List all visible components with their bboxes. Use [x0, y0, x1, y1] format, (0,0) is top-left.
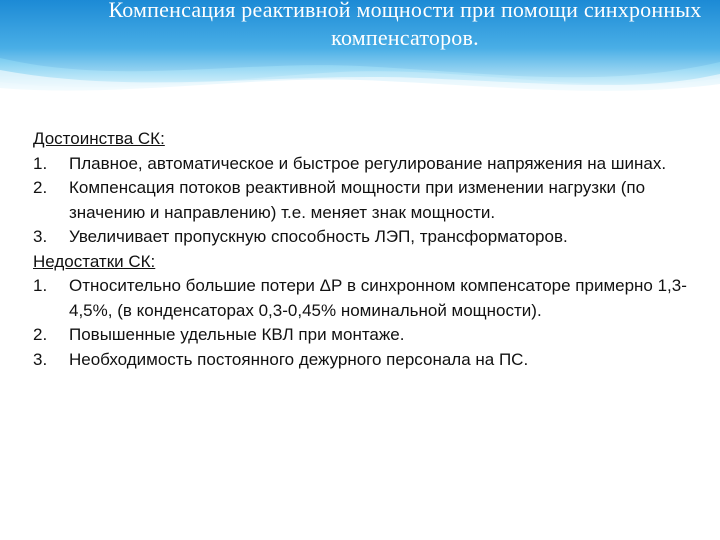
list-number: 3. — [33, 349, 48, 369]
advantage-item — [33, 152, 703, 177]
advantages-heading: Достоинства СК: — [33, 129, 165, 148]
list-item-text: Необходимость постоянного дежурного персонала на ПС. — [69, 349, 529, 369]
disadvantage-item — [33, 323, 703, 348]
list-item-text: Плавное, автоматическое и быстрое регулирование напряжения на шинах. — [69, 153, 667, 173]
list-number: 2. — [33, 325, 48, 344]
advantage-item — [33, 176, 703, 225]
disadvantages-heading: Недостатки СК: — [33, 251, 156, 271]
slide-title-line-2: компенсаторов. — [331, 25, 479, 50]
slide-title — [90, 0, 720, 52]
slide-title-line-1: Компенсация реактивной мощности при помощи синхронных — [108, 0, 702, 22]
list-item-text: Относительно большие потери ΔР в синхронном компенсаторе примерно 1,3-4,5%, (в конденсаторах 0,3-0,45% номинальной мощности). — [69, 276, 687, 320]
title-banner — [0, 0, 720, 100]
disadvantage-item — [33, 348, 703, 373]
list-number: 1. — [33, 153, 48, 173]
list-number: 3. — [33, 227, 48, 246]
list-item-text: Увеличивает пропускную способность ЛЭП, трансформаторов. — [69, 227, 568, 246]
list-number: 2. — [33, 178, 48, 197]
advantage-item — [33, 225, 703, 250]
list-item-text: Компенсация потоков реактивной мощности при изменении нагрузки (по значению и направлению) т.е. меняет знак мощности. — [69, 178, 646, 222]
slide-body — [33, 127, 703, 372]
list-number: 1. — [33, 276, 48, 295]
list-item-text: Повышенные удельные КВЛ при монтаже. — [69, 325, 405, 344]
disadvantage-item — [33, 274, 703, 323]
